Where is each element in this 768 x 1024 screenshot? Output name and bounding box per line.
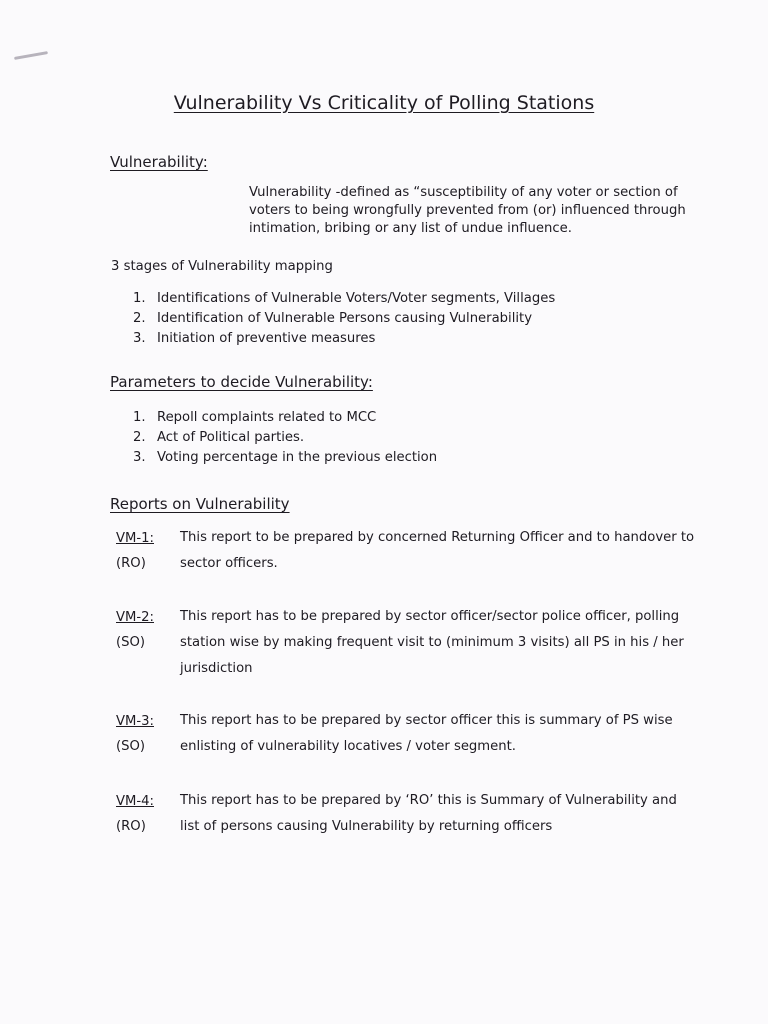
report-description: This report has to be prepared by ‘RO’ this is Summary of Vulnerability and list of persons causing Vulnerability by returning officers [180,793,677,834]
report-code: VM-2: [116,610,154,625]
list-item: 1. Identifications of Vulnerable Voters/Voter segments, Villages [133,291,556,306]
reports-heading: Reports on Vulnerability [110,495,290,513]
list-item: 2. Identification of Vulnerable Persons causing Vulnerability [133,311,533,326]
report-code: VM-4: [116,794,154,809]
page-title: Vulnerability Vs Criticality of Polling Stations [173,92,595,114]
list-item: 3. Initiation of preventive measures [133,331,376,346]
parameters-list [133,408,437,468]
report-description: This report to be prepared by concerned Returning Officer and to handover to sector officers. [180,530,695,571]
report-code: VM-1: [116,531,154,546]
stages-intro: 3 stages of Vulnerability mapping [111,259,333,274]
report-role: (RO) [116,556,146,571]
report-code: VM-3: [116,714,154,729]
report-role: (SO) [116,739,146,754]
scan-mark [14,51,48,60]
list-item: 1. Repoll complaints related to MCC [133,410,377,425]
list-item: 2. Act of Political parties. [133,430,305,445]
report-role: (RO) [116,819,146,834]
stages-list [133,289,555,349]
vulnerability-heading: Vulnerability: [110,153,208,171]
list-item: 3. Voting percentage in the previous election [133,450,438,465]
report-role: (SO) [116,635,146,650]
report-description: This report has to be prepared by sector officer this is summary of PS wise enlisting of vulnerability locatives / voter segment. [180,713,673,754]
vulnerability-definition: Vulnerability -defined as “susceptibility of any voter or section of voters to being wrongfully prevented from (or) influenced through intimation, bribing or any list of undue influence. [249,185,686,236]
parameters-heading: Parameters to decide Vulnerability: [110,373,373,391]
report-description: This report has to be prepared by sector officer/sector police officer, polling station wise by making frequent visit to (minimum 3 visits) all PS in his / her jurisdiction [180,609,684,676]
